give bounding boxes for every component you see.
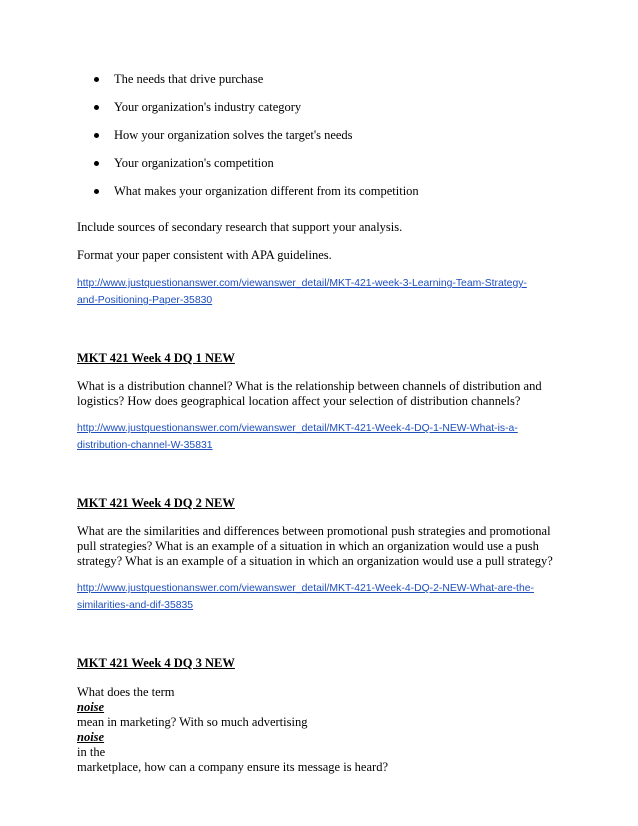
question-text: What does the term bbox=[77, 685, 175, 699]
question-line bbox=[77, 685, 388, 760]
dq2-question bbox=[77, 524, 553, 569]
week3-paper-link[interactable] bbox=[77, 275, 567, 309]
format-paragraph: Format your paper consistent with APA guidelines. bbox=[77, 248, 332, 262]
dq3-heading: MKT 421 Week 4 DQ 3 NEW bbox=[77, 656, 235, 670]
bullet-text: What makes your organization different from its competition bbox=[114, 184, 419, 198]
question-line: What is a distribution channel? What is the relationship between channels of distribution and bbox=[77, 379, 542, 393]
bullet-icon bbox=[94, 77, 99, 82]
link-line: distribution-channel-W-35831 bbox=[77, 440, 213, 451]
link-line: http://www.justquestionanswer.com/viewanswer_detail/MKT-421-Week-4-DQ-1-NEW-What-is-a- bbox=[77, 423, 518, 434]
bullet-text: How your organization solves the target's needs bbox=[114, 128, 353, 142]
bullet-item bbox=[94, 128, 419, 156]
link-line: http://www.justquestionanswer.com/viewanswer_detail/MKT-421-week-3-Learning-Team-Strategy- bbox=[77, 278, 527, 289]
bullet-icon bbox=[94, 105, 99, 110]
question-line: What are the similarities and differences between promotional push strategies and promotional bbox=[77, 524, 551, 538]
link-line: similarities-and-dif-35835 bbox=[77, 600, 194, 611]
bullet-text: Your organization's competition bbox=[114, 156, 274, 170]
question-line: strategy? What is an example of a situation in which an organization would use a pull strategy? bbox=[77, 554, 553, 568]
sources-paragraph: Include sources of secondary research that support your analysis. bbox=[77, 220, 403, 234]
bullet-icon bbox=[94, 133, 99, 138]
link-line: http://www.justquestionanswer.com/viewanswer_detail/MKT-421-Week-4-DQ-2-NEW-What-are-the- bbox=[77, 583, 534, 594]
bullet-icon bbox=[94, 189, 99, 194]
bullet-item bbox=[94, 72, 419, 100]
emphasis-noise: noise bbox=[77, 730, 105, 744]
bullet-list bbox=[94, 72, 419, 212]
question-line: logistics? How does geographical location affect your selection of distribution channels? bbox=[77, 394, 521, 408]
bullet-item bbox=[94, 184, 419, 212]
question-line: marketplace, how can a company ensure its message is heard? bbox=[77, 760, 388, 774]
bullet-item bbox=[94, 156, 419, 184]
bullet-text: The needs that drive purchase bbox=[114, 72, 264, 86]
bullet-text: Your organization's industry category bbox=[114, 100, 302, 114]
emphasis-noise: noise bbox=[77, 700, 105, 714]
link-line: and-Positioning-Paper-35830 bbox=[77, 295, 213, 306]
dq2-link[interactable] bbox=[77, 580, 567, 614]
dq1-link[interactable] bbox=[77, 420, 567, 454]
dq1-heading: MKT 421 Week 4 DQ 1 NEW bbox=[77, 351, 235, 365]
question-text: in the bbox=[77, 745, 106, 759]
question-text: mean in marketing? With so much advertising bbox=[77, 715, 308, 729]
bullet-item bbox=[94, 100, 419, 128]
bullet-icon bbox=[94, 161, 99, 166]
dq1-question bbox=[77, 379, 542, 409]
dq3-question bbox=[77, 685, 388, 775]
dq2-heading: MKT 421 Week 4 DQ 2 NEW bbox=[77, 496, 235, 510]
question-line: pull strategies? What is an example of a situation in which an organization would use a push bbox=[77, 539, 539, 553]
